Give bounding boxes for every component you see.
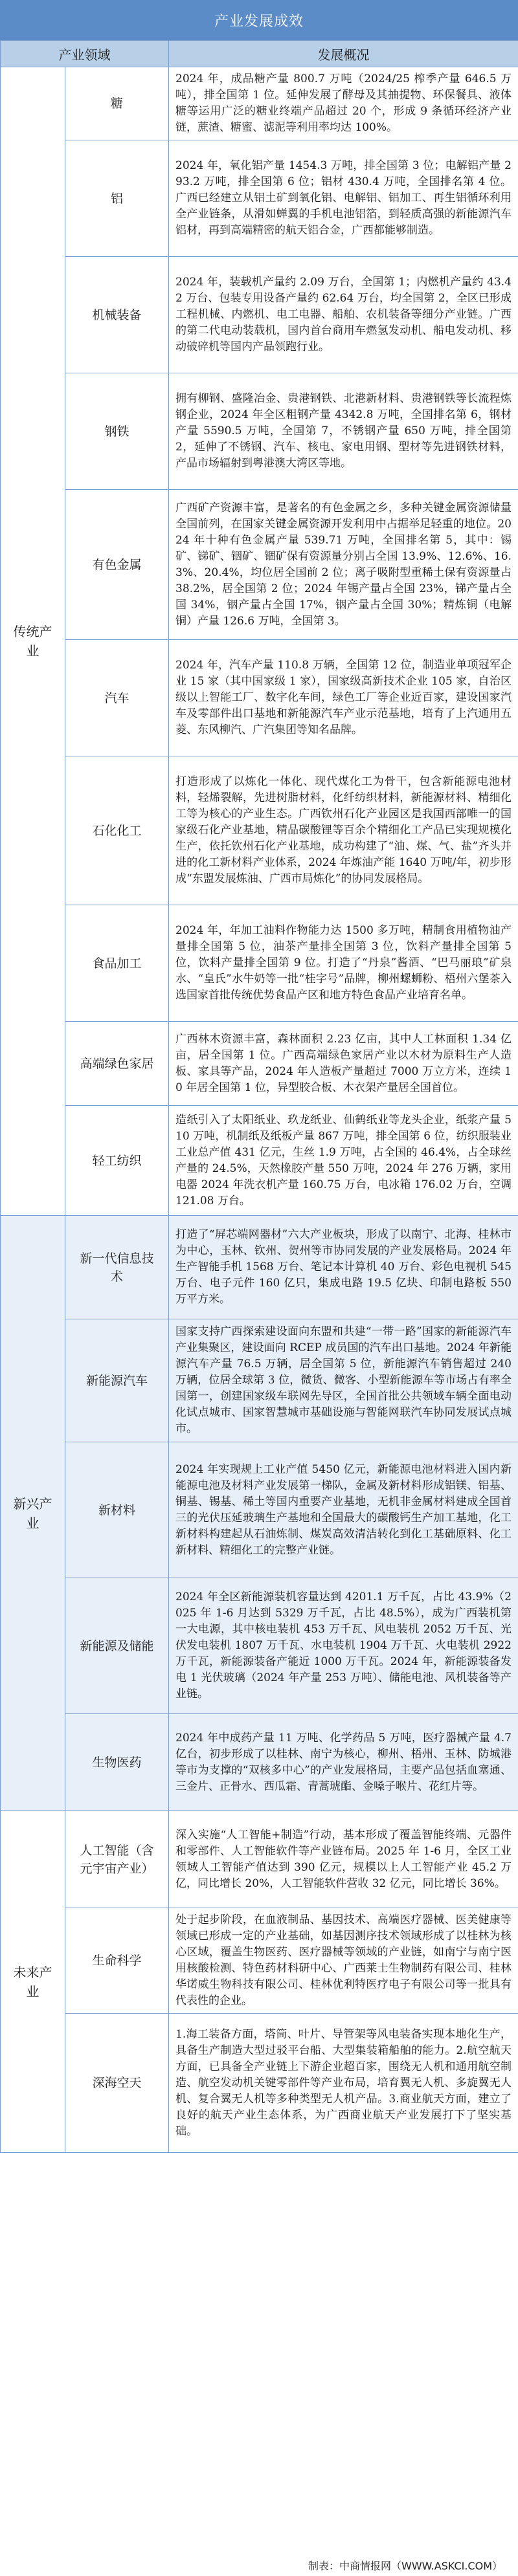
table-row	[1, 373, 518, 490]
field-cell: 食品加工	[65, 905, 169, 1022]
field-cell: 新能源汽车	[65, 1319, 169, 1442]
overview-cell: 2024 年，汽车产量 110.8 万辆，全国第 12 位，制造业单项冠军企业 15 家（其中国家级 1 家），国家级高新技术企业 105 家，自治区级以上智能工厂、数字化车间，绿色工厂等企业近百家，建设国家汽车及零部件出口基地和新能源汽车产业示范基地，培育了上汽通用五菱、东风柳汽、广汽集团等知名品牌。	[169, 640, 518, 756]
header-overview: 发展概况	[169, 41, 518, 67]
table-row	[1, 1714, 518, 1811]
page-title: 产业发展成效	[0, 0, 518, 40]
field-cell: 新能源及储能	[65, 1578, 169, 1714]
field-cell: 汽车	[65, 640, 169, 756]
table-row	[1, 490, 518, 640]
field-cell: 有色金属	[65, 490, 169, 640]
overview-cell: 2024 年，年加工油料作物能力达 1500 多万吨，精制食用植物油产量排全国第 5 位，油茶产量排全国第 3 位，饮料产量排全国第 5 位，饮料产量排全国第 9 位。打造了“丹泉”酱酒、“巴马丽琅”矿泉水、“皇氏”水牛奶等一批“桂字号”品牌，柳州螺蛳粉、梧州六堡茶入选国家首批传统优势食品产区和地方特色食品产业培育名单。	[169, 905, 518, 1022]
field-cell: 生物医药	[65, 1714, 169, 1811]
table-row	[1, 1908, 518, 2014]
category-emerging: 新兴产业	[1, 1216, 65, 1811]
field-cell: 深海空天	[65, 2014, 169, 2153]
field-cell: 新一代信息技术	[65, 1216, 169, 1319]
table-row	[1, 1578, 518, 1714]
source-footer: 制表：中商情报网（WWW.ASKCI.COM）	[308, 2560, 502, 2572]
table-row	[1, 1216, 518, 1319]
field-cell: 新材料	[65, 1442, 169, 1578]
field-cell: 铝	[65, 140, 169, 257]
table-row	[1, 257, 518, 373]
overview-cell: 1.海工装备方面，塔筒、叶片、导管架等风电装备实现本地化生产，具备生产制造大型过驳平台船、大型集装箱船舶的能力。2.航空航天方面，已具备全产业链上下游企业超百家，围绕无人机和通用航空制造、航空发动机关键零部件等产业布局，培育翼无人机、多旋翼无人机、复合翼无人机等多种类型无人机产品。3.商业航天方面，建立了良好的航天产业生态体系，为广西商业航天产业发展打下了坚实基础。	[169, 2014, 518, 2153]
table-row	[1, 1811, 518, 1908]
field-cell: 人工智能（含元宇宙产业）	[65, 1811, 169, 1908]
field-cell: 生命科学	[65, 1908, 169, 2014]
table-row	[1, 67, 518, 140]
table-row	[1, 640, 518, 756]
overview-cell: 国家支持广西探索建设面向东盟和共建“一带一路”国家的新能源汽车产业集聚区，建设面向 RCEP 成员国的汽车出口基地。2024 年新能源汽车产量 76.5 万辆，居全国第 5 位，新能源汽车销售超过 240 万辆，位居全球第 3 位，微货、微客、小型新能源车等市场占有率全国第一，创建国家级车联网先导区，全国首批公共领域车辆全面电动化试点城市、国家智慧城市基础设施与智能网联汽车协同发展试点城市。	[169, 1319, 518, 1442]
table-row	[1, 140, 518, 257]
field-cell: 钢铁	[65, 373, 169, 490]
overview-cell: 广西林木资源丰富，森林面积 2.23 亿亩，其中人工林面积 1.34 亿亩，居全国第 1 位。广西高端绿色家居产业以木材为原料生产人造板、家具等产品，2024 年人造板产量超过 7000 万立方米，连续 10 年居全国第 1 位，异型胶合板、木衣架产量居全国首位。	[169, 1022, 518, 1106]
field-cell: 机械装备	[65, 257, 169, 373]
overview-cell: 打造形成了以炼化一体化、现代煤化工为骨干，包含新能源电池材料，轻烯裂解，先进树脂材料，化纤纺织材料，新能源材料、精细化工等为核心的产业生态。广西钦州石化产业园区是我国西部唯一的国家级石化产业基地，精品碳酸锂等百余个精细化工产品已实现规模化生产，依托钦州石化产业基地，成功构建了“油、煤、气、盐”齐头并进的化工新材料产业体系，2024 年炼油产能 1640 万吨/年，初步形成“东盟发展炼油、广西市局炼化”的协同发展格局。	[169, 756, 518, 905]
field-cell: 高端绿色家居	[65, 1022, 169, 1106]
overview-cell: 造纸引入了太阳纸业、玖龙纸业、仙鹤纸业等龙头企业，纸浆产量 510 万吨，机制纸及纸板产量 867 万吨，排全国第 6 位，纺织服装业工业总产值 431 亿元，生丝 1.9 万吨，占全国的 46.4%，占全球丝产量的 24.5%，天然橡胶产量 550 万吨，2024 年 276 万辆，家用电器 2024 年洗衣机产量 160.75 万台，电冰箱 176.02 万台，空调 121.08 万台。	[169, 1106, 518, 1216]
table-row	[1, 1319, 518, 1442]
overview-cell: 处于起步阶段，在血液制品、基因技术、高端医疗器械、医美健康等领域已形成一定的产业基础，如基因测序技术领域形成了以桂林为核心区域，覆盖生物医药、医疗器械等领域的产业链，如南宁与南宁医用核酸检测、特色药材科研中心、广西莱士生物制药有限公司、桂林华诺威生物科技有限公司、桂林优利特医疗电子有限公司等一批具有代表性的企业。	[169, 1908, 518, 2014]
table-header-row	[1, 41, 518, 67]
header-field: 产业领域	[1, 41, 169, 67]
overview-cell: 2024 年全区新能源装机容量达到 4201.1 万千瓦，占比 43.9%（2025 年 1-6 月达到 5329 万千瓦，占比 48.5%），成为广西装机第一大电源，其中核电装机 453 万千瓦、风电装机 2052 万千瓦、光伏发电装机 1807 万千瓦、水电装机 1904 万千瓦、火电装机 2922 万千瓦，新能源装备产能近 1000 万千瓦。2024 年，新能源装备发电 1 光伏玻璃（2024 年产量 253 万吨）、储能电池、风机装备等产业链。	[169, 1578, 518, 1714]
table-row	[1, 905, 518, 1022]
overview-cell: 深入实施“人工智能+制造”行动，基本形成了覆盖智能终端、元器件和零部件、人工智能软件等产业链布局。2025 年 1-6 月，全区工业领域人工智能产值达到 390 亿元，规模以上人工智能产业 45.2 万亿，同比增长 20%，人工智能软件营收 32 亿元，同比增长 36%。	[169, 1811, 518, 1908]
category-traditional: 传统产业	[1, 67, 65, 1216]
overview-cell: 2024 年，氧化铝产量 1454.3 万吨，排全国第 3 位；电解铝产量 293.2 万吨，排全国第 6 位；铝材 430.4 万吨，全国排名第 4 位。广西已经建立从铝土矿到氧化铝、电解铝、铝加工、再生铝循环利用全产业链条，从滑如蝉翼的手机电池铝箔，到轻质高强的新能源汽车铝材，再到高端精密的航天铝合金，广西都能够制造。	[169, 140, 518, 257]
table-row	[1, 1022, 518, 1106]
overview-cell: 打造了“屏芯端网器材”六大产业板块，形成了以南宁、北海、桂林市为中心，玉林、钦州、贺州等市协同发展的产业发展格局。2024 年生产智能手机 1568 万台、笔记本计算机 40 万台、彩色电视机 545 万台、电子元件 160 亿只，集成电路 19.5 亿块、印制电路板 550 万平方米。	[169, 1216, 518, 1319]
overview-cell: 2024 年中成药产量 11 万吨、化学药品 5 万吨，医疗器械产量 4.7 亿台，初步形成了以桂林、南宁为核心，柳州、梧州、玉林、防城港等市为支撑的“双核多中心”的产业发展格局，主要产品包括血塞通、三金片、正骨水、西瓜霜、青蒿琥酯、金嗓子喉片、花红片等。	[169, 1714, 518, 1811]
overview-cell: 2024 年实现规上工业产值 5450 亿元，新能源电池材料进入国内新能源电池及材料产业发展第一梯队，金属及新材料形成铝镁、铝基、铜基、锡基、稀土等国内重要产业基地，无机非金属材料建成全国首三的光伏压延玻璃生产基地和全国最大的碳酸钙生产加工基地，化工新材料构建起从石油炼制、煤炭高效清洁转化到化工基础原料、化工新材料、精细化工的完整产业链。	[169, 1442, 518, 1578]
table-row	[1, 756, 518, 905]
overview-cell: 2024 年，成品糖产量 800.7 万吨（2024/25 榨季产量 646.5 万吨），排全国第 1 位。延伸发展了酵母及其抽提物、环保餐具、液体糖等运用广泛的糖业终端产品超过 20 个，形成 9 条循环经济产业链，蔗渣、糖蜜、滤泥等利用率均达 100%。	[169, 67, 518, 140]
overview-cell: 广西矿产资源丰富，是著名的有色金属之乡，多种关键金属资源储量全国前列，在国家关键金属资源开发利用中占据举足轻重的地位。2024 年十种有色金属产量 539.71 万吨，全国排名第 5，其中：锡矿、锑矿、铟矿、锢矿保有资源量分别占全国 13.9%、12.6%、16.3%、20.4%，均位居全国前 2 位；离子吸附型重稀土保有资源量占 38.2%，居全国第 2 位；2024 年锡产量占全国 23%，锑产量占全国 34%，铟产量占全国 17%，铟产量占全国 30%；精炼铜（电解铜）产量 126.6 万吨，全国第 3。	[169, 490, 518, 640]
industry-table	[0, 40, 518, 2153]
overview-cell: 拥有柳钢、盛隆冶金、贵港钢铁、北港新材料、贵港钢铁等长流程炼钢企业，2024 年全区粗钢产量 4342.8 万吨，全国排名第 6，钢材产量 5590.5 万吨，全国第 7，不锈钢产量 650 万吨，排全国第 2，延伸了不锈钢、汽车、核电、家电用钢、型材等先进钢铁材料，产品市场辐射到粤港澳大湾区等地。	[169, 373, 518, 490]
table-row	[1, 2014, 518, 2153]
field-cell: 轻工纺织	[65, 1106, 169, 1216]
field-cell: 石化化工	[65, 756, 169, 905]
table-row	[1, 1442, 518, 1578]
field-cell: 糖	[65, 67, 169, 140]
overview-cell: 2024 年，装载机产量约 2.09 万台，全国第 1；内燃机产量约 43.42 万台、包装专用设备产量约 62.64 万台，均全国第 2，全区已形成工程机械、内燃机、电工电器、船舶、农机装备等细分产业链。广西的第二代电动装载机，国内首台商用车燃氢发动机、船电发动机、移动破碎机等国内产品领跑行业。	[169, 257, 518, 373]
table-row	[1, 1106, 518, 1216]
category-future: 未来产业	[1, 1811, 65, 2153]
